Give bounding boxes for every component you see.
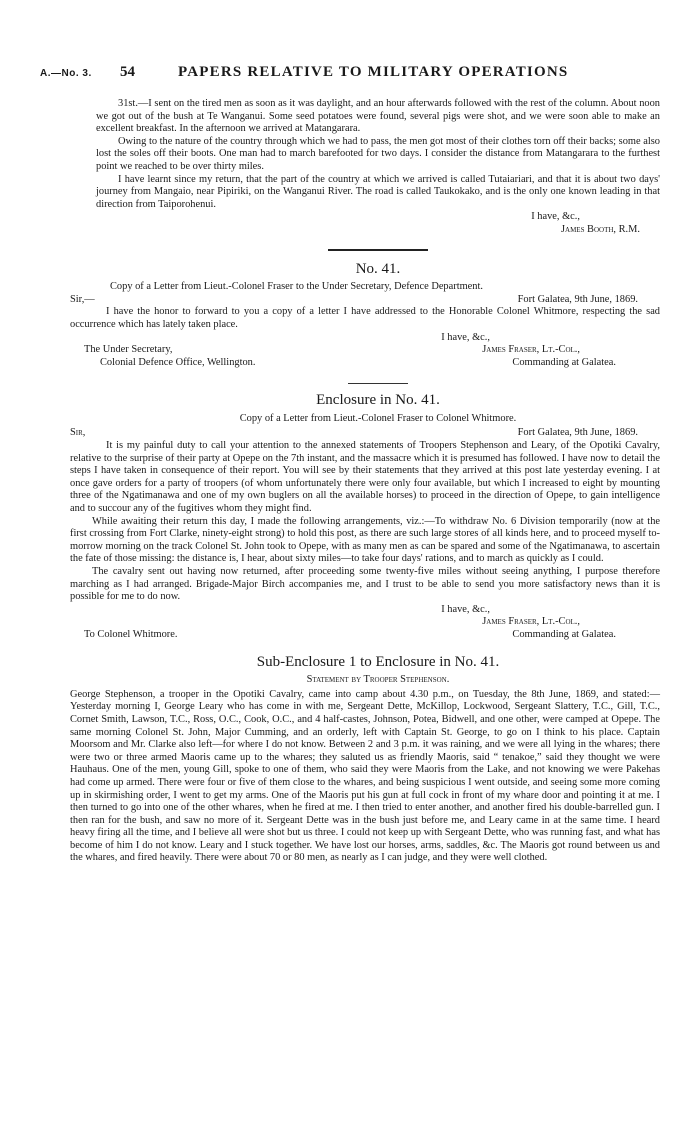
paragraph: While awaiting their return this day, I made the following arrangements, viz.:—To withdraw No. 6 Division temporarily (now at the first crossing from Fort Clarke, ninety-eight strong) to hold this post, as there are such large stores of all kinds here, and to proceed myself to-morrow morning on the track Colonel St. John took to Opepe, with as many men as can be spared and some of the Ngatimanawa, to ascertain the fate of those missing: the distance is, I hear, about sixty miles—to take four days' rations, and to march as quickly as I could. [70,515,660,565]
section-divider [348,383,408,384]
signature-title: Commanding at Galatea. [512,628,616,640]
paragraph: 31st.—I sent on the tired men as soon as it was daylight, and an hour afterwards followed with the rest of the column. About noon we got out of the bush at Te Wanganui. Some seed potatoes were found, several pigs were shot, and we were soon able to make an excellent breakfast. In the afternoon we arrived at Matangarara. [96,98,660,135]
page-number: 54 [120,64,135,80]
dateline: Fort Galatea, 9th June, 1869. [517,293,638,305]
salutation: Sir, [70,427,86,439]
section-heading: No. 41. [355,260,401,277]
paragraph: I have learnt since my return, that the part of the country at which we arrived is called Tutaiariari, and that it is about two days' journey from Mangaio, near Pipiriki, on the Wanganui River. The road is called Taukokako, and is the only one known leading in that direction from Taiporohenui. [96,173,660,210]
enclosure-body [70,440,660,604]
signature-row [96,357,660,370]
document-body [70,98,660,865]
paragraph: George Stephenson, a trooper in the Opotiki Cavalry, came into camp about 4.30 p.m., on Tuesday, the 8th June, 1869, and stated:—Yesterday morning I, George Leary who has come in with me, Sergeant Dette, McKillop, Lockwood, Sergeant Slattery, T.C., Gill, T.C., Cornet Smith, Lawson, T.C., Ross, O.C., Cook, O.C., and 4 half-castes, Johnson, Potea, Bidwell, and one other, were camped at Opepe. The same morning Colonel St. John, Major Cumming, and an orderly, left with Captain St. George, to go on I think to his place. Captain Moorsom and Mr. Clarke also left—for where I do not know. Between 2 and 3 p.m. it was raining, and we were all lying in the whares; there were two or three armed Maoris came up to the whares; they saluted us as friendly Maoris, said “ tenakoe,” said they thought we were Hauhaus. One of the men, young Gill, spoke to one of them, who said they were Maoris from the Lake, and not knowing we were Pakehas had come up armed. There were four or five of them close to the whares, and being suspicious I went outside, and seeing some more coming up in skirmishing order, I went to get my arms. One of the Maoris put his gun at full cock in front of my whare door and pointing it at me. I then turned to go into one of the other whares, when he fired at me. I then tried to enter another, and another fired his double-barrelled gun. I then ran for the bush, and saw no more of it. Sergeant Dette was in the bush just before me, and Leary came in at the same time. I heard heavy firing all the time, and I believe all were shot but us three. I could not keep up with Sergeant Dette, who was running fast, and what has become of him I do not know. Leary and I stuck together. We have lost our horses, arms, saddles, &c. The Maoris got round between us and the whares, and fired heavily. There were about 70 or 80 men, as nearly as I can judge, and they were well clothed. [70,688,660,864]
salutation: Sir,— [70,293,95,305]
closing: I have, &c., [531,211,580,223]
paragraph: It is my painful duty to call your attention to the annexed statements of Troopers Stephenson and Leary, of the Opotiki Cavalry, relative to the surprise of their party at Opepe on the 7th instant, and the massacre which it is presumed has followed. I have now to detail the steps I have taken in consequence of their report. You will see by their statements that they arrived at this post late yesterday evening. I at once gave orders for a party of troopers (of whom unfortunately there were only four available, but which I increased to eight by mounting three of the Ngatimanawa and one of my own buglers on all the available horses) to proceed in the direction of Opepe, to gain intelligence and to succour any of the fugitives whom they might find. [70,440,660,515]
letter-intro: Copy of a Letter from Lieut.-Colonel Fraser to Colonel Whitmore. [239,412,517,424]
section-divider [328,249,428,251]
paragraph: The cavalry sent out having now returned, after proceeding some twenty-five miles without seeing anything, I purpose therefore marching as I had arranged. Brigade-Major Birch accompanies me, and I trust to be able to send you more satisfactory news than it is possible for me to do now. [70,566,660,603]
signature-row [84,344,660,357]
closing: I have, &c., [441,603,490,615]
running-title: PAPERS RELATIVE TO MILITARY OPERATIONS [178,64,569,80]
section-heading: Sub-Enclosure 1 to Enclosure in No. 41. [256,653,500,670]
addressee: The Under Secretary, [84,344,173,356]
addressee: To Colonel Whitmore. [84,628,178,640]
signature: James Fraser, Lt.-Col., [482,344,580,356]
statement-title: Statement by Trooper Stephenson. [306,674,450,686]
section-heading: Enclosure in No. 41. [316,392,440,409]
signature: James Booth, R.M. [560,223,640,235]
dateline: Fort Galatea, 9th June, 1869. [517,427,638,439]
signature-title: Commanding at Galatea. [512,356,616,368]
signature-row [84,628,660,642]
letter-intro: Copy of a Letter from Lieut.-Colonel Fraser to the Under Secretary, Defence Department. [110,281,483,293]
salutation-row [70,293,660,307]
paper-reference: A.—No. 3. [40,68,92,79]
running-header [40,66,660,82]
signature: James Fraser, Lt.-Col., [482,616,580,628]
closing: I have, &c., [441,331,490,343]
addressee: Colonial Defence Office, Wellington. [100,356,256,368]
paragraph: Owing to the nature of the country through which we had to pass, the men got most of their clothes torn off their backs; some also lost the soles off their boots. One man had to march barefooted for two days. I consider the distance from Matangarara to the furthest point we reached to be over thirty miles. [96,135,660,172]
paragraph: I have the honor to forward to you a copy of a letter I have addressed to the Honorable Colonel Whitmore, respecting the sad occurrence which has lately taken place. [70,306,660,330]
salutation-row [70,427,660,440]
